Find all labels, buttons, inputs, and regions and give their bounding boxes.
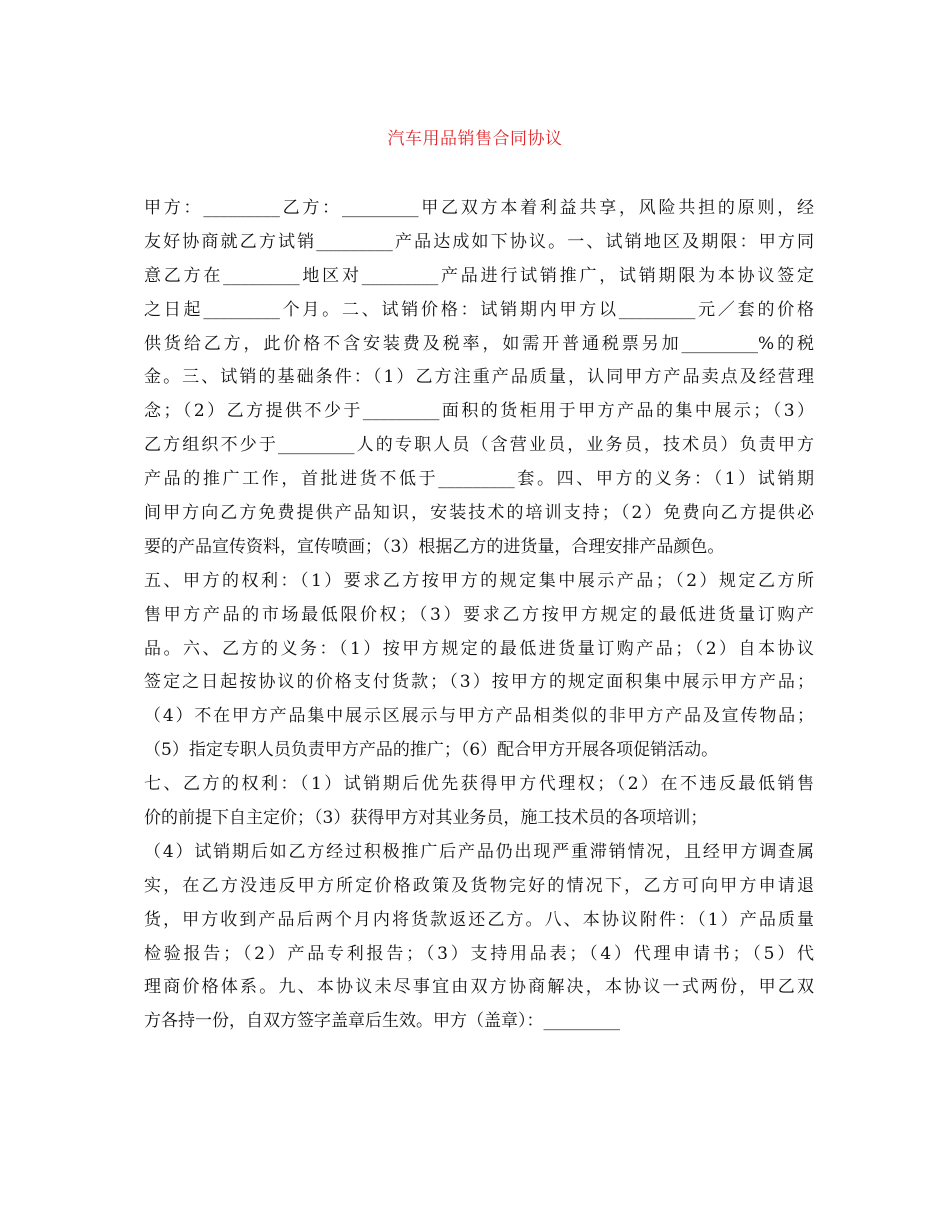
body-line: 售甲方产品的市场最低限价权；（3）要求乙方按甲方规定的最低进货量订购产 bbox=[144, 604, 814, 625]
body-line: 意乙方在_________地区对_________产品进行试销推广，试销期限为本协议签定 bbox=[144, 265, 814, 286]
body-line: 间甲方向乙方免费提供产品知识，安装技术的培训支持；（2）免费向乙方提供必 bbox=[144, 503, 814, 524]
body-line: 方各持一份，自双方签字盖章后生效。甲方（盖章）：_________ bbox=[144, 1011, 620, 1032]
body-line: 之日起_________个月。二、试销价格：试销期内甲方以_________元／套的价格 bbox=[144, 299, 814, 320]
document-title: 汽车用品销售合同协议 bbox=[387, 129, 563, 149]
body-line: 理商价格体系。九、本协议未尽事宜由双方协商解决，本协议一式两份，甲乙双 bbox=[144, 977, 814, 998]
body-line: 甲方：_________乙方：_________甲乙双方本着利益共享，风险共担的原则，经 bbox=[144, 198, 814, 218]
body-line: 检验报告；（2）产品专利报告；（3）支持用品表；（4）代理申请书；（5）代 bbox=[144, 943, 814, 964]
body-line: （4）试销期后如乙方经过积极推广后产品仍出现严重滞销情况，且经甲方调查属 bbox=[144, 841, 814, 862]
body-line: 乙方组织不少于_________人的专职人员（含营业员，业务员，技术员）负责甲方 bbox=[144, 435, 814, 456]
body-line: 价的前提下自主定价；（3）获得甲方对其业务员，施工技术员的各项培训； bbox=[144, 808, 708, 829]
body-line: 五、甲方的权利：（1）要求乙方按甲方的规定集中展示产品；（2）规定乙方所 bbox=[144, 570, 814, 591]
body-line: 品。六、乙方的义务：（1）按甲方规定的最低进货量订购产品；（2）自本协议 bbox=[144, 638, 814, 659]
body-line: 友好协商就乙方试销_________产品达成如下协议。一、试销地区及期限：甲方同 bbox=[144, 231, 814, 252]
agreement-body bbox=[144, 192, 814, 1039]
body-line: 金。三、试销的基础条件：（1）乙方注重产品质量，认同甲方产品卖点及经营理 bbox=[144, 367, 814, 388]
body-line: 供货给乙方，此价格不含安装费及税率，如需开普通税票另加_________%的税 bbox=[144, 333, 814, 354]
body-line: （4）不在甲方产品集中展示区展示与甲方产品相类似的非甲方产品及宣传物品； bbox=[144, 706, 814, 727]
body-line: 七、乙方的权利：（1）试销期后优先获得甲方代理权；（2）在不违反最低销售 bbox=[144, 774, 814, 795]
body-line: 货，甲方收到产品后两个月内将货款返还乙方。八、本协议附件：（1）产品质量 bbox=[144, 909, 814, 930]
body-line: （5）指定专职人员负责甲方产品的推广；（6）配合甲方开展各项促销活动。 bbox=[144, 740, 719, 761]
body-line: 念；（2）乙方提供不少于_________面积的货柜用于甲方产品的集中展示；（3） bbox=[144, 401, 814, 422]
body-line: 签定之日起按协议的价格支付货款；（3）按甲方的规定面积集中展示甲方产品； bbox=[144, 672, 814, 693]
body-line: 产品的推广工作，首批进货不低于_________套。四、甲方的义务：（1）试销期 bbox=[144, 469, 814, 490]
body-line: 要的产品宣传资料，宣传喷画；（3）根据乙方的进货量，合理安排产品颜色。 bbox=[144, 536, 725, 557]
body-line: 实，在乙方没违反甲方所定价格政策及货物完好的情况下，乙方可向甲方申请退 bbox=[144, 875, 814, 896]
